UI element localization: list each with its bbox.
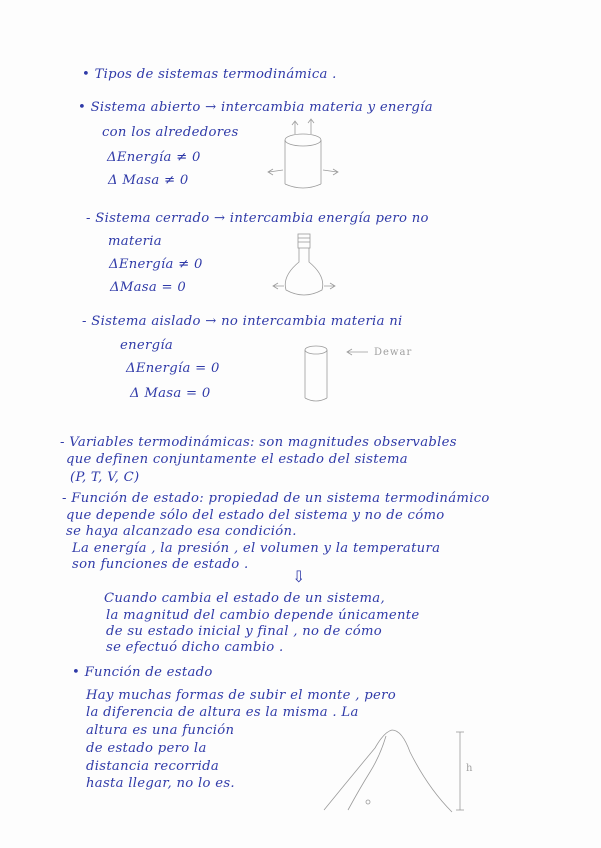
closed-system-mass: ΔMasa = 0 <box>110 280 187 295</box>
heading-system-types: • Tipos de sistemas termodinámica . <box>82 67 337 82</box>
open-system-energy: ΔEnergía ≠ 0 <box>107 150 201 165</box>
mountain-height-label: h <box>466 763 474 774</box>
example-line6: hasta llegar, no lo es. <box>86 776 235 791</box>
example-line3: altura es una función <box>86 723 235 738</box>
dewar-pencil-note: Dewar <box>374 347 413 358</box>
open-system-line2: con los alrededores <box>102 125 239 140</box>
variables-line1: - Variables termodinámicas: son magnitudes observables <box>60 435 457 450</box>
isolated-system-line1: - Sistema aislado → no intercambia materia ni <box>82 314 403 329</box>
state-function-line5: son funciones de estado . <box>72 557 249 572</box>
open-system-line1: • Sistema abierto → intercambia materia y energía <box>78 100 433 115</box>
state-note-line1: Cuando cambia el estado de un sistema, <box>104 591 385 606</box>
example-line5: distancia recorrida <box>86 759 220 774</box>
closed-system-line2: materia <box>108 234 162 249</box>
state-function-line1: - Función de estado: propiedad de un sistema termodinámico <box>62 491 490 506</box>
flask-sketch <box>272 228 342 308</box>
variables-line2: que definen conjuntamente el estado del sistema <box>66 452 408 467</box>
state-function-line4: La energía , la presión , el volumen y la temperatura <box>72 541 441 556</box>
example-line1: Hay muchas formas de subir el monte , pero <box>86 688 396 703</box>
state-note-line4: se efectuó dicho cambio . <box>106 640 284 655</box>
open-container-sketch <box>265 112 345 202</box>
variables-line3: (P, T, V, C) <box>70 470 140 485</box>
example-heading: • Función de estado <box>72 665 213 680</box>
isolated-system-mass: Δ Masa = 0 <box>130 386 211 401</box>
state-function-line2: que depende sólo del estado del sistema y no de cómo <box>66 508 445 523</box>
open-system-mass: Δ Masa ≠ 0 <box>108 173 189 188</box>
example-line4: de estado pero la <box>86 741 207 756</box>
closed-system-line1: - Sistema cerrado → intercambia energía pero no <box>86 211 429 226</box>
isolated-system-line2: energía <box>120 338 174 353</box>
state-note-line3: de su estado inicial y final , no de cómo <box>106 624 383 639</box>
down-arrow: ⇩ <box>292 567 306 586</box>
isolated-system-energy: ΔEnergía = 0 <box>126 361 220 376</box>
state-function-line3: se haya alcanzado esa condición. <box>66 524 297 539</box>
state-note-line2: la magnitud del cambio depende únicamente <box>106 608 420 623</box>
closed-system-energy: ΔEnergía ≠ 0 <box>109 257 203 272</box>
mountain-sketch <box>320 718 490 818</box>
dewar-sketch <box>296 340 386 410</box>
example-line2: la diferencia de altura es la misma . La <box>86 705 359 720</box>
